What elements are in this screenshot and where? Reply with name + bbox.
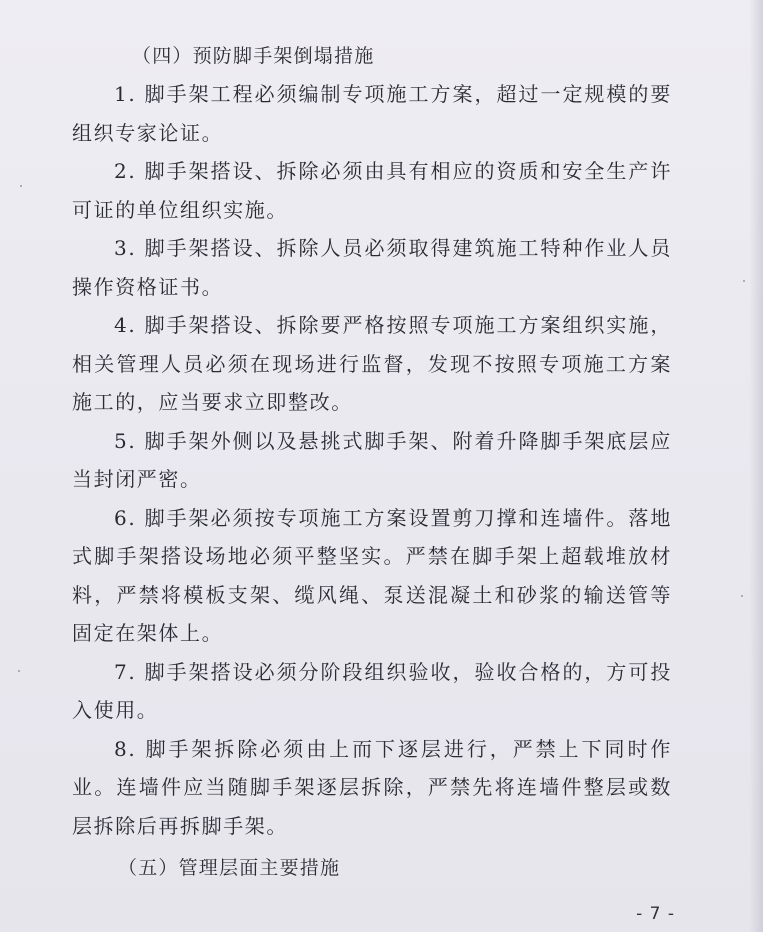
paragraph-7: 7. 脚手架搭设必须分阶段组织验收，验收合格的，方可投入使用。 <box>72 659 672 722</box>
scan-speck <box>20 185 22 187</box>
paragraph-6: 6. 脚手架必须按专项施工方案设置剪刀撑和连墙件。落地式脚手架搭设场地必须平整坚实。严禁在脚手架上超载堆放材料，严禁将模板支架、缆风绳、泵送混凝土和砂浆的输送管等固定在架体上。 <box>72 505 672 645</box>
paragraph-1: 1. 脚手架工程必须编制专项施工方案，超过一定规模的要组织专家论证。 <box>72 82 672 145</box>
page-number: - 7 - <box>636 904 675 924</box>
scan-speck <box>743 280 745 282</box>
paragraph-2: 2. 脚手架搭设、拆除必须由具有相应的资质和安全生产许可证的单位组织实施。 <box>72 159 672 222</box>
document-body <box>72 38 672 888</box>
section-five-heading: （五）管理层面主要措施 <box>118 857 341 879</box>
paragraph-3: 3. 脚手架搭设、拆除人员必须取得建筑施工特种作业人员操作资格证书。 <box>72 236 672 299</box>
page-edge-shadow <box>749 0 763 932</box>
section-four-heading: （四）预防脚手架倒塌措施 <box>132 45 375 67</box>
paragraph-8: 8. 脚手架拆除必须由上而下逐层进行，严禁上下同时作业。连墙件应当随脚手架逐层拆除，严禁先将连墙件整层或数层拆除后再拆脚手架。 <box>72 736 672 838</box>
scan-speck <box>741 595 743 597</box>
scan-speck <box>18 670 20 672</box>
paragraph-5: 5. 脚手架外侧以及悬挑式脚手架、附着升降脚手架底层应当封闭严密。 <box>72 428 672 491</box>
paragraph-4: 4. 脚手架搭设、拆除要严格按照专项施工方案组织实施，相关管理人员必须在现场进行监督，发现不按照专项施工方案施工的，应当要求立即整改。 <box>72 313 672 414</box>
